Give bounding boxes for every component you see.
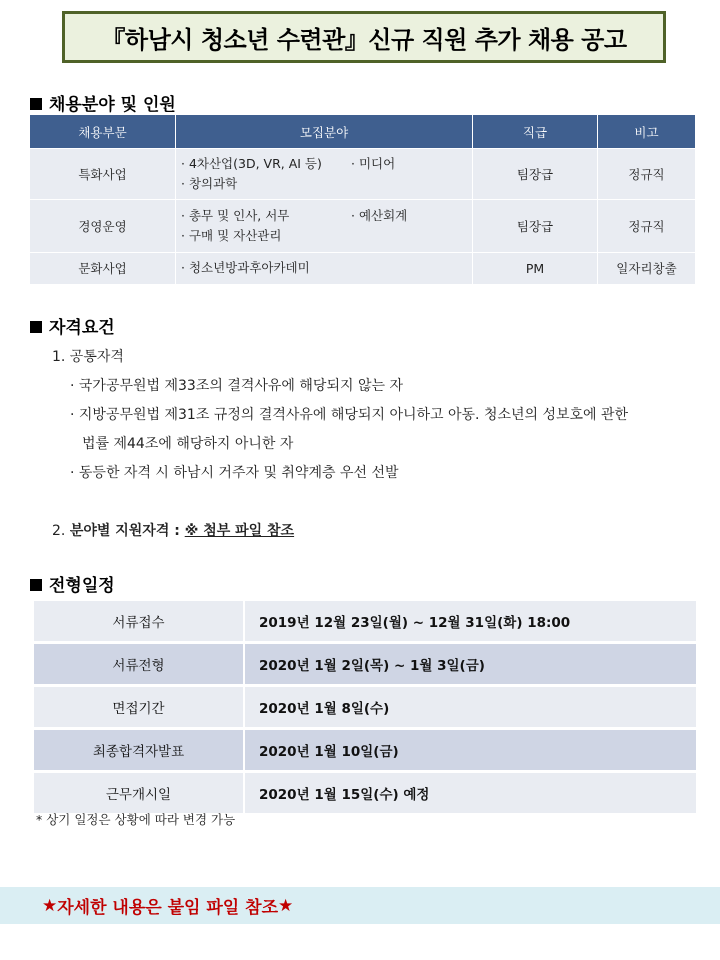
- cell-note: 일자리창출: [598, 253, 696, 284]
- recruit-table: [30, 115, 695, 284]
- header-rank: 직급: [473, 115, 598, 149]
- square-bullet-icon: [30, 321, 42, 333]
- schedule-table: [34, 601, 696, 816]
- table-row: [34, 686, 696, 729]
- item-label: 분야별 지원자격 :: [69, 523, 185, 539]
- cell-field: [176, 253, 473, 284]
- star-icon: ★: [42, 895, 58, 916]
- page-title: 『하남시 청소년 수련관』신규 직원 추가 채용 공고: [62, 11, 666, 63]
- footer-banner: [0, 887, 720, 924]
- table-row: [34, 643, 696, 686]
- square-bullet-icon: [30, 579, 42, 591]
- recruit-table-header: [30, 115, 695, 149]
- field-item: · 창의과학: [181, 176, 238, 191]
- schedule-date: 2020년 1월 8일(수): [244, 686, 696, 729]
- schedule-step: 근무개시일: [34, 772, 244, 815]
- field-item: · 청소년방과후아카데미: [181, 260, 310, 276]
- header-field: 모집분야: [176, 115, 473, 149]
- section-schedule-label: 전형일정: [49, 576, 115, 596]
- header-dept: 채용부문: [30, 115, 176, 149]
- section-recruit-heading: [30, 90, 176, 115]
- qualification-bullet: · 동등한 자격 시 하남시 거주자 및 취약계층 우선 선발: [70, 465, 399, 481]
- qualification-item-1: 1. 공통자격: [52, 349, 124, 365]
- header-note: 비고: [598, 115, 696, 149]
- schedule-date: 2020년 1월 2일(목) ~ 1월 3일(금): [244, 643, 696, 686]
- field-item: · 구매 및 자산관리: [181, 228, 282, 243]
- cell-dept: 경영운영: [30, 200, 176, 253]
- cell-note: 정규직: [598, 200, 696, 253]
- footer-text: 자세한 내용은 붙임 파일 참조: [57, 898, 278, 918]
- section-qualification-heading: [30, 313, 115, 338]
- schedule-step: 최종합격자발표: [34, 729, 244, 772]
- table-row: [30, 253, 695, 284]
- cell-field: [176, 200, 473, 253]
- field-item: · 미디어: [351, 156, 396, 171]
- cell-note: 정규직: [598, 149, 696, 200]
- table-row: [30, 149, 695, 200]
- schedule-date: 2019년 12월 23일(월) ~ 12월 31일(화) 18:00: [244, 601, 696, 643]
- section-schedule-heading: [30, 571, 115, 596]
- square-bullet-icon: [30, 98, 42, 110]
- table-row: [34, 601, 696, 643]
- qualification-item-2: [52, 520, 294, 540]
- cell-rank: 팀장급: [473, 149, 598, 200]
- table-row: [34, 772, 696, 815]
- table-row: [34, 729, 696, 772]
- qualification-bullet: · 국가공무원법 제33조의 결격사유에 해당되지 않는 자: [70, 378, 403, 394]
- section-qualification-label: 자격요건: [49, 318, 115, 338]
- schedule-step: 서류접수: [34, 601, 244, 643]
- cell-dept: 특화사업: [30, 149, 176, 200]
- cell-rank: 팀장급: [473, 200, 598, 253]
- field-item: · 총무 및 인사, 서무: [181, 208, 290, 223]
- qualification-bullet: · 지방공무원법 제31조 규정의 결격사유에 해당되지 아니하고 아동. 청소년의 성보호에 관한: [70, 407, 629, 423]
- cell-field: [176, 149, 473, 200]
- section-recruit-label: 채용분야 및 인원: [49, 95, 176, 115]
- item-number: 2.: [52, 523, 70, 539]
- field-item: · 4차산업(3D, VR, AI 등): [181, 156, 322, 171]
- field-item: · 예산회계: [351, 208, 408, 223]
- attachment-reference: ※ 첨부 파일 참조: [184, 523, 295, 539]
- schedule-date: 2020년 1월 10일(금): [244, 729, 696, 772]
- schedule-date: 2020년 1월 15일(수) 예정: [244, 772, 696, 815]
- cell-dept: 문화사업: [30, 253, 176, 284]
- star-icon: ★: [278, 895, 294, 916]
- schedule-note: * 상기 일정은 상황에 따라 변경 가능: [36, 812, 236, 827]
- schedule-step: 면접기간: [34, 686, 244, 729]
- qualification-bullet-continued: 법률 제44조에 해당하지 아니한 자: [82, 436, 294, 452]
- cell-rank: PM: [473, 253, 598, 284]
- schedule-step: 서류전형: [34, 643, 244, 686]
- table-row: [30, 200, 695, 253]
